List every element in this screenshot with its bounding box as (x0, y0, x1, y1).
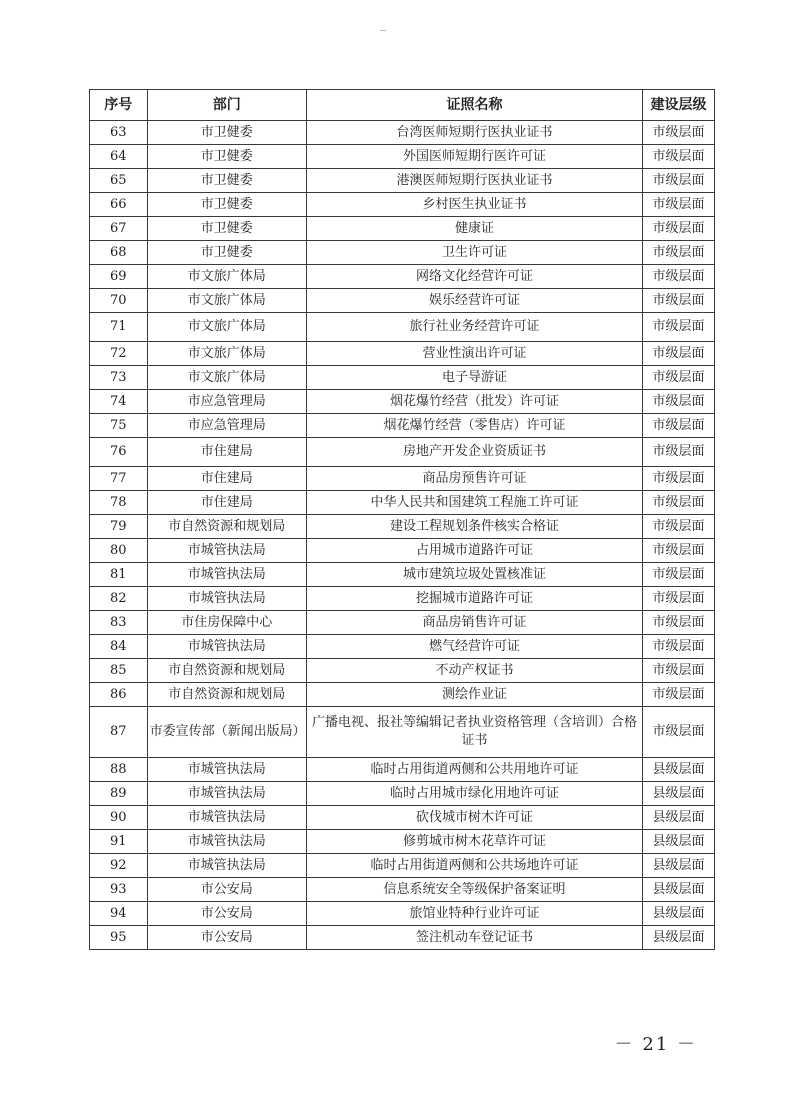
row-index: 74 (90, 390, 148, 414)
row-department: 市住建局 (147, 438, 306, 467)
row-department: 市自然资源和规划局 (147, 659, 306, 683)
table-body (90, 121, 715, 950)
row-index: 85 (90, 659, 148, 683)
row-department: 市文旅广体局 (147, 366, 306, 390)
table-row (90, 366, 715, 390)
table-header-row (90, 90, 715, 121)
row-construction-level: 市级层面 (643, 265, 715, 289)
row-department: 市卫健委 (147, 193, 306, 217)
table-row (90, 121, 715, 145)
row-index: 66 (90, 193, 148, 217)
row-certificate-name: 房地产开发企业资质证书 (306, 438, 642, 467)
header-index: 序号 (90, 90, 148, 121)
row-department: 市城管执法局 (147, 830, 306, 854)
table-row (90, 438, 715, 467)
row-department: 市委宣传部（新闻出版局） (147, 707, 306, 758)
row-certificate-name: 不动产权证书 (306, 659, 642, 683)
row-certificate-name: 电子导游证 (306, 366, 642, 390)
row-index: 82 (90, 587, 148, 611)
row-certificate-name: 网络文化经营许可证 (306, 265, 642, 289)
table-row (90, 611, 715, 635)
row-certificate-name: 旅行社业务经营许可证 (306, 313, 642, 342)
row-department: 市城管执法局 (147, 539, 306, 563)
row-index: 76 (90, 438, 148, 467)
table-row (90, 265, 715, 289)
row-certificate-name: 健康证 (306, 217, 642, 241)
row-certificate-name: 台湾医师短期行医执业证书 (306, 121, 642, 145)
table-row (90, 313, 715, 342)
table-row (90, 563, 715, 587)
row-construction-level: 市级层面 (643, 563, 715, 587)
row-certificate-name: 商品房预售许可证 (306, 467, 642, 491)
row-department: 市城管执法局 (147, 587, 306, 611)
page-number: － 21 － (614, 1034, 697, 1055)
row-department: 市城管执法局 (147, 782, 306, 806)
row-certificate-name: 商品房销售许可证 (306, 611, 642, 635)
row-construction-level: 市级层面 (643, 193, 715, 217)
table-row (90, 878, 715, 902)
row-index: 67 (90, 217, 148, 241)
row-department: 市文旅广体局 (147, 265, 306, 289)
table-row (90, 169, 715, 193)
row-index: 68 (90, 241, 148, 265)
row-department: 市文旅广体局 (147, 313, 306, 342)
row-department: 市城管执法局 (147, 758, 306, 782)
row-certificate-name: 娱乐经营许可证 (306, 289, 642, 313)
row-certificate-name: 烟花爆竹经营（零售店）许可证 (306, 414, 642, 438)
row-construction-level: 市级层面 (643, 342, 715, 366)
table-row (90, 414, 715, 438)
top-scan-mark (380, 30, 386, 31)
row-index: 89 (90, 782, 148, 806)
row-certificate-name: 烟花爆竹经营（批发）许可证 (306, 390, 642, 414)
table-row (90, 707, 715, 758)
row-construction-level: 市级层面 (643, 491, 715, 515)
row-department: 市卫健委 (147, 241, 306, 265)
row-certificate-name: 修剪城市树木花草许可证 (306, 830, 642, 854)
row-construction-level: 市级层面 (643, 683, 715, 707)
row-department: 市文旅广体局 (147, 289, 306, 313)
row-certificate-name: 营业性演出许可证 (306, 342, 642, 366)
row-index: 88 (90, 758, 148, 782)
table-row (90, 467, 715, 491)
row-construction-level: 县级层面 (643, 758, 715, 782)
row-certificate-name: 燃气经营许可证 (306, 635, 642, 659)
row-index: 83 (90, 611, 148, 635)
table-row (90, 683, 715, 707)
row-certificate-name: 临时占用街道两侧和公共用地许可证 (306, 758, 642, 782)
row-index: 79 (90, 515, 148, 539)
row-construction-level: 市级层面 (643, 587, 715, 611)
row-department: 市城管执法局 (147, 563, 306, 587)
row-construction-level: 市级层面 (643, 217, 715, 241)
table-row (90, 806, 715, 830)
row-index: 87 (90, 707, 148, 758)
row-department: 市卫健委 (147, 145, 306, 169)
row-department: 市卫健委 (147, 217, 306, 241)
row-construction-level: 县级层面 (643, 926, 715, 950)
row-index: 86 (90, 683, 148, 707)
row-certificate-name: 临时占用城市绿化用地许可证 (306, 782, 642, 806)
row-construction-level: 市级层面 (643, 438, 715, 467)
row-certificate-name: 砍伐城市树木许可证 (306, 806, 642, 830)
row-construction-level: 市级层面 (643, 390, 715, 414)
row-certificate-name: 占用城市道路许可证 (306, 539, 642, 563)
table-row (90, 830, 715, 854)
row-department: 市住建局 (147, 467, 306, 491)
row-construction-level: 市级层面 (643, 289, 715, 313)
row-index: 63 (90, 121, 148, 145)
row-construction-level: 市级层面 (643, 145, 715, 169)
row-certificate-name: 签注机动车登记证书 (306, 926, 642, 950)
row-index: 91 (90, 830, 148, 854)
row-department: 市公安局 (147, 902, 306, 926)
row-index: 78 (90, 491, 148, 515)
row-certificate-name: 乡村医生执业证书 (306, 193, 642, 217)
row-index: 95 (90, 926, 148, 950)
table-row (90, 926, 715, 950)
row-certificate-name: 外国医师短期行医许可证 (306, 145, 642, 169)
row-construction-level: 县级层面 (643, 806, 715, 830)
row-construction-level: 市级层面 (643, 414, 715, 438)
row-construction-level: 市级层面 (643, 121, 715, 145)
row-construction-level: 县级层面 (643, 902, 715, 926)
header-certificate-name: 证照名称 (306, 90, 642, 121)
row-certificate-name: 测绘作业证 (306, 683, 642, 707)
row-index: 84 (90, 635, 148, 659)
row-index: 69 (90, 265, 148, 289)
row-department: 市卫健委 (147, 169, 306, 193)
row-department: 市应急管理局 (147, 414, 306, 438)
row-certificate-name: 挖掘城市道路许可证 (306, 587, 642, 611)
row-construction-level: 市级层面 (643, 635, 715, 659)
row-certificate-name: 港澳医师短期行医执业证书 (306, 169, 642, 193)
row-construction-level: 市级层面 (643, 241, 715, 265)
header-construction-level: 建设层级 (643, 90, 715, 121)
table-row (90, 539, 715, 563)
table-row (90, 782, 715, 806)
header-department: 部门 (147, 90, 306, 121)
row-construction-level: 市级层面 (643, 467, 715, 491)
row-department: 市应急管理局 (147, 390, 306, 414)
table-row (90, 193, 715, 217)
row-construction-level: 县级层面 (643, 830, 715, 854)
table-row (90, 491, 715, 515)
row-construction-level: 县级层面 (643, 854, 715, 878)
row-construction-level: 市级层面 (643, 169, 715, 193)
row-department: 市自然资源和规划局 (147, 683, 306, 707)
row-construction-level: 市级层面 (643, 515, 715, 539)
row-index: 77 (90, 467, 148, 491)
row-construction-level: 市级层面 (643, 539, 715, 563)
row-construction-level: 县级层面 (643, 878, 715, 902)
row-index: 65 (90, 169, 148, 193)
row-index: 72 (90, 342, 148, 366)
row-index: 93 (90, 878, 148, 902)
row-department: 市住房保障中心 (147, 611, 306, 635)
table-row (90, 902, 715, 926)
row-certificate-name: 信息系统安全等级保护备案证明 (306, 878, 642, 902)
row-index: 75 (90, 414, 148, 438)
row-certificate-name: 临时占用街道两侧和公共场地许可证 (306, 854, 642, 878)
table-row (90, 289, 715, 313)
row-department: 市城管执法局 (147, 854, 306, 878)
row-index: 70 (90, 289, 148, 313)
row-construction-level: 市级层面 (643, 659, 715, 683)
row-index: 92 (90, 854, 148, 878)
row-certificate-name: 卫生许可证 (306, 241, 642, 265)
row-department: 市城管执法局 (147, 635, 306, 659)
table-row (90, 635, 715, 659)
row-department: 市公安局 (147, 878, 306, 902)
row-department: 市卫健委 (147, 121, 306, 145)
table-row (90, 515, 715, 539)
table-row (90, 659, 715, 683)
row-construction-level: 市级层面 (643, 366, 715, 390)
row-index: 73 (90, 366, 148, 390)
row-department: 市公安局 (147, 926, 306, 950)
row-certificate-name: 旅馆业特种行业许可证 (306, 902, 642, 926)
table-row (90, 145, 715, 169)
row-certificate-name: 建设工程规划条件核实合格证 (306, 515, 642, 539)
row-index: 94 (90, 902, 148, 926)
row-department: 市城管执法局 (147, 806, 306, 830)
row-index: 90 (90, 806, 148, 830)
row-certificate-name: 广播电视、报社等编辑记者执业资格管理（含培训）合格证书 (306, 707, 642, 758)
table-row (90, 587, 715, 611)
row-construction-level: 市级层面 (643, 611, 715, 635)
row-certificate-name: 城市建筑垃圾处置核准证 (306, 563, 642, 587)
row-department: 市自然资源和规划局 (147, 515, 306, 539)
certificate-table (89, 89, 715, 950)
table-row (90, 854, 715, 878)
row-department: 市文旅广体局 (147, 342, 306, 366)
row-construction-level: 市级层面 (643, 707, 715, 758)
row-index: 80 (90, 539, 148, 563)
row-certificate-name: 中华人民共和国建筑工程施工许可证 (306, 491, 642, 515)
row-department: 市住建局 (147, 491, 306, 515)
row-construction-level: 市级层面 (643, 313, 715, 342)
row-index: 81 (90, 563, 148, 587)
table-row (90, 390, 715, 414)
table-row (90, 241, 715, 265)
table-row (90, 217, 715, 241)
row-construction-level: 县级层面 (643, 782, 715, 806)
row-index: 64 (90, 145, 148, 169)
table-row (90, 342, 715, 366)
table-row (90, 758, 715, 782)
row-index: 71 (90, 313, 148, 342)
